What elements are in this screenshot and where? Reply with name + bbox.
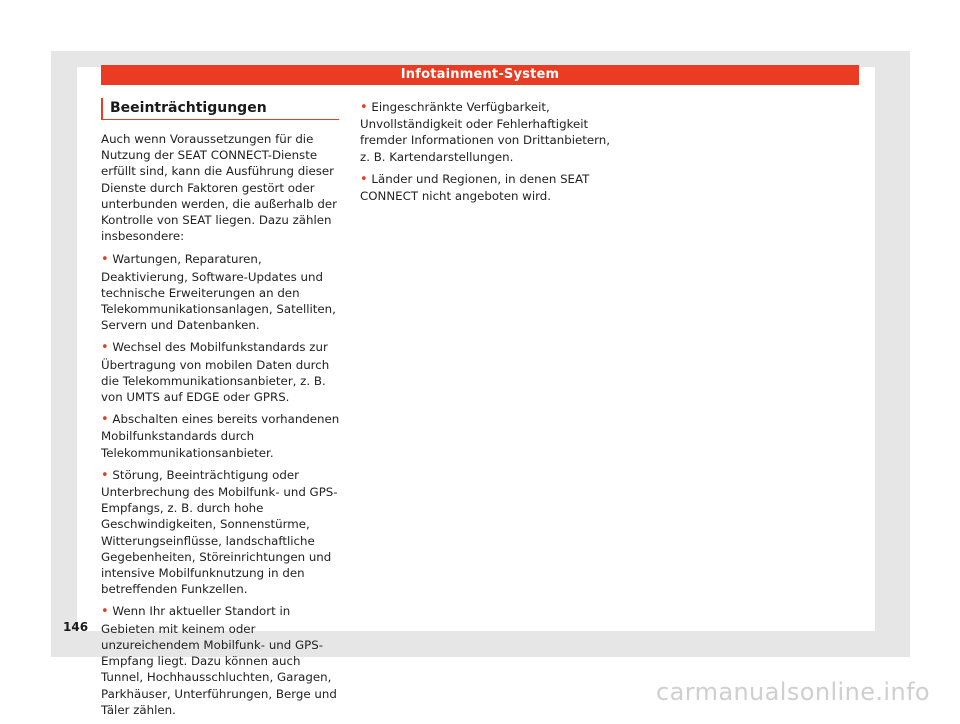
chapter-header: Infotainment-System — [101, 65, 859, 85]
bullet-dot-icon: • — [101, 252, 109, 268]
intro-paragraph: Auch wenn Voraussetzungen für die Nutzung der SEAT CONNECT-Dienste erfüllt sind, kann die Ausführung dieser Dienste durch Faktoren gestört oder unterbunden werden, die außerhalb der Kontrolle von SEAT liegen. Dazu zählen insbesondere: — [101, 132, 338, 244]
bullet-dot-icon: • — [360, 171, 368, 187]
left-column — [101, 131, 346, 724]
list-item: • Wartungen, Reparaturen, Deaktivierung, Software-Updates und technische Erweiterungen an den Telekommunikationsanlagen, Satelliten, Servern und Datenbanken. — [101, 252, 336, 333]
bullet-dot-icon: • — [360, 100, 368, 115]
list-item: • Wechsel des Mobilfunkstandards zur Übertragung von mobilen Daten durch die Telekommunikationsanbieter, z. B. von UMTS auf EDGE oder GPRS. — [101, 340, 330, 405]
list-item: • Abschalten eines bereits vorhandenen Mobilfunkstandards durch Telekommunikationsanbieter. — [101, 412, 340, 460]
bullet-dot-icon: • — [101, 412, 109, 428]
bullet-dot-icon: • — [101, 604, 109, 620]
list-item: • Wenn Ihr aktueller Standort in Gebieten mit keinem oder unzureichendem Mobilfunk- und GPS-Empfang liegt. Dazu können auch Tunnel, Hochhausschluchten, Garagen, Parkhäuser, Unterführungen, Berge und Täler zählen. — [101, 604, 337, 717]
right-column — [360, 99, 610, 210]
page-number: 146 — [63, 620, 89, 634]
bullet-dot-icon: • — [101, 467, 109, 483]
watermark: carmanualsonline.info — [656, 678, 930, 706]
bullet-dot-icon: • — [101, 340, 109, 356]
list-item: • Eingeschränkte Verfügbarkeit, Unvollständigkeit oder Fehlerhaftigkeit fremder Informationen von Drittanbietern, z. B. Kartendarstellungen. — [360, 100, 610, 164]
list-item: • Störung, Beeinträchtigung oder Unterbrechung des Mobilfunk- und GPS-Empfangs, z. B. durch hohe Geschwindigkeiten, Sonnenstürme, Witterungseinflüsse, landschaftliche Gegebenheiten, Störeinrichtungen und intensive Mobilfunknutzung in den betreffenden Funkzellen. — [101, 467, 338, 597]
list-item: • Länder und Regionen, in denen SEAT CONNECT nicht angeboten wird. — [360, 171, 590, 204]
section-title: Beeinträchtigungen — [101, 98, 339, 120]
